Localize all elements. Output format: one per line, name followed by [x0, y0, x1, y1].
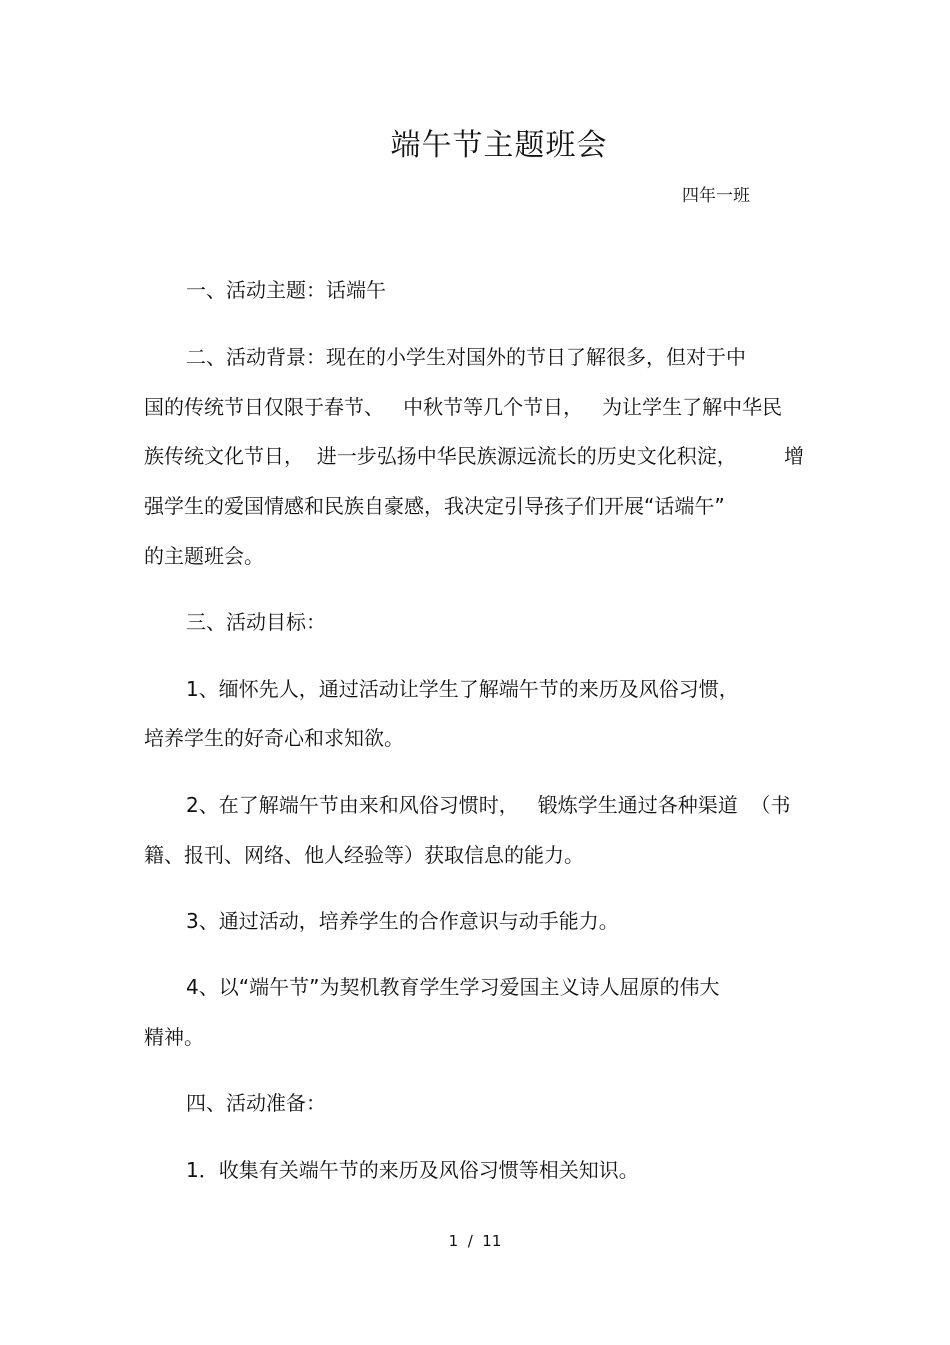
- document-title: 端午节主题班会: [390, 128, 608, 163]
- background-line-4: 强学生的爱国情感和民族自豪感，我决定引导孩子们开展“话端午”: [144, 494, 725, 518]
- background-line-5: 的主题班会。: [144, 544, 264, 568]
- goal-2-line-2: 籍、报刊、网络、他人经验等）获取信息的能力。: [144, 843, 584, 867]
- background-line-3: 族传统文化节日， 进一步弘扬中华民族源远流长的历史文化积淀，: [144, 444, 737, 468]
- preparation-heading: 四、活动准备：: [186, 1091, 326, 1115]
- goal-2-line-1: 2、在了解端午节由来和风俗习惯时， 锻炼学生通过各种渠道 （书: [186, 793, 791, 817]
- goal-3-line: 3、通过活动，培养学生的合作意识与动手能力。: [186, 909, 619, 933]
- goal-1-line-2: 培养学生的好奇心和求知欲。: [144, 726, 404, 750]
- background-line-1: 二、活动背景：现在的小学生对国外的节日了解很多，但对于中: [186, 345, 746, 369]
- background-line-3-end: 增: [784, 444, 804, 468]
- goals-heading: 三、活动目标：: [186, 610, 326, 634]
- background-line-2: 国的传统节日仅限于春节、 中秋节等几个节日， 为让学生了解中华民: [144, 395, 783, 419]
- goal-4-line-2: 精神。: [144, 1025, 204, 1049]
- class-label: 四年一班: [682, 186, 750, 206]
- goal-4-line-1: 4、以“端午节”为契机教育学生学习爱国主义诗人屈原的伟大: [186, 975, 720, 999]
- goal-1-line-1: 1、缅怀先人，通过活动让学生了解端午节的来历及风俗习惯，: [186, 677, 739, 701]
- preparation-item-1: 1．收集有关端午节的来历及风俗习惯等相关知识。: [186, 1158, 639, 1182]
- theme-line: 一、活动主题：话端午: [186, 278, 386, 302]
- page-number: 1 / 11: [448, 1232, 502, 1250]
